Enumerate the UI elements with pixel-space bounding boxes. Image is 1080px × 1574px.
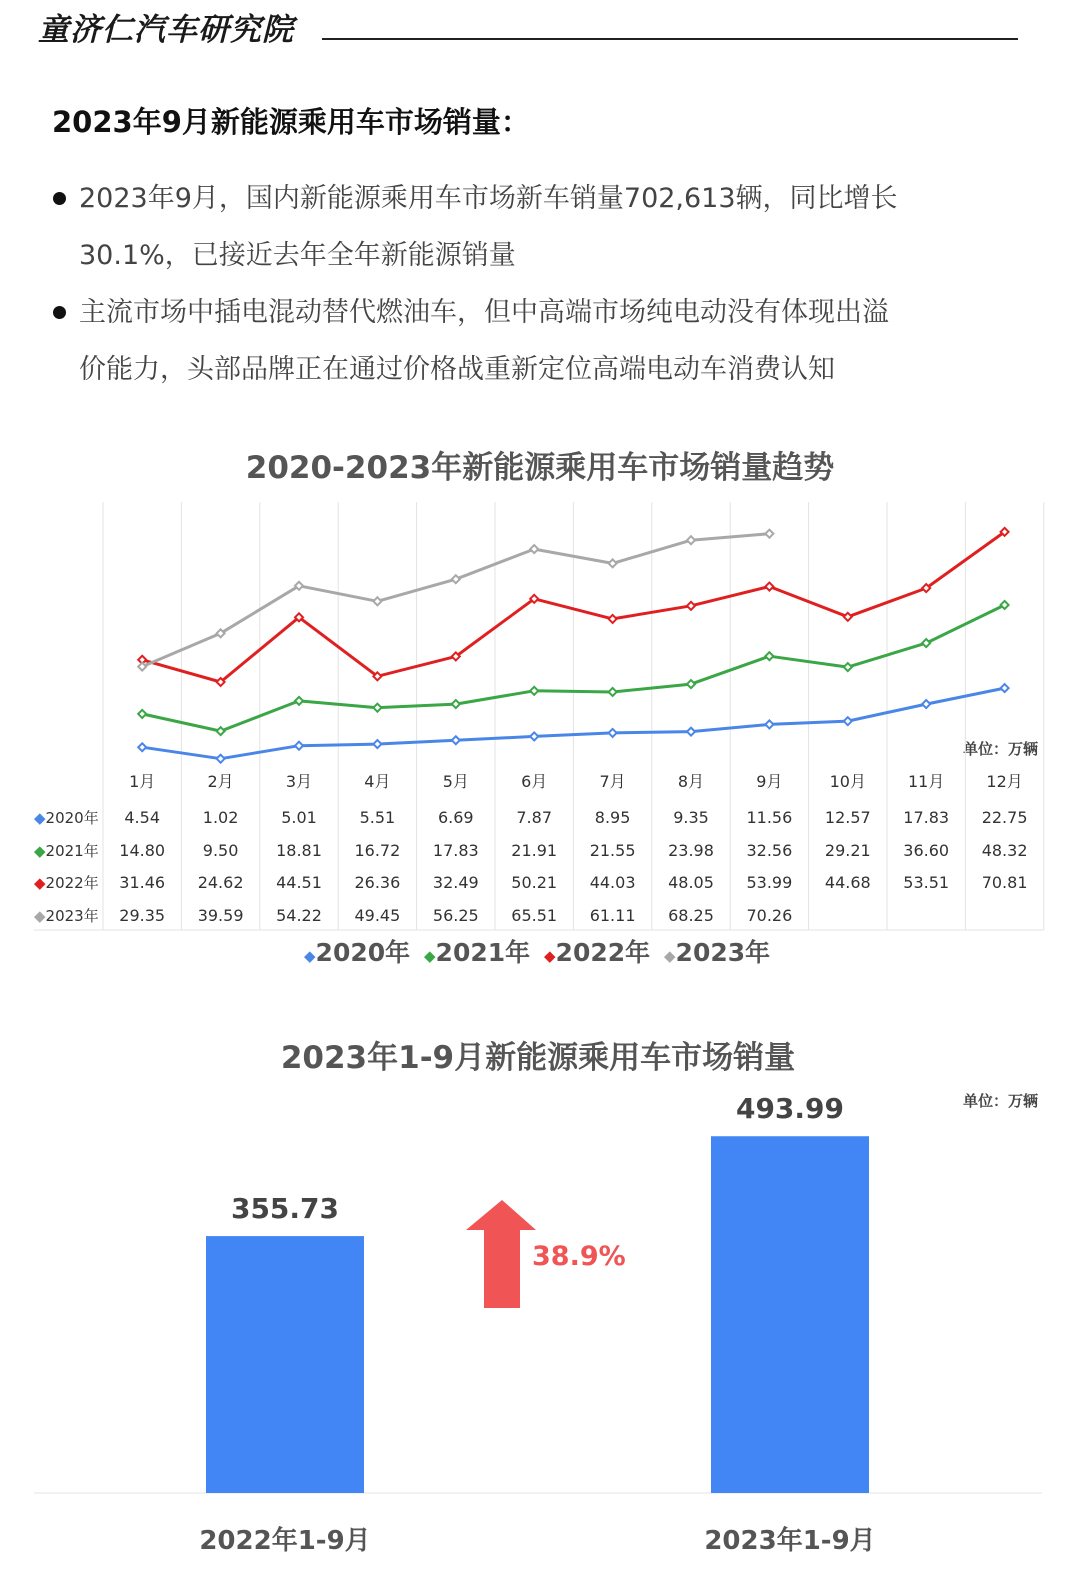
legend-item: ◆2022年 bbox=[544, 938, 651, 967]
table-cell: 29.21 bbox=[824, 841, 871, 860]
bullet-line: 2023年9月，国内新能源乘用车市场新车销量702,613辆，同比增长 bbox=[79, 183, 898, 214]
legend-item: ◆2020年 bbox=[304, 938, 411, 967]
x-tick-label: 12月 bbox=[986, 772, 1023, 791]
data-point bbox=[765, 530, 773, 538]
table-cell: 22.75 bbox=[981, 808, 1028, 827]
header-divider bbox=[322, 38, 1018, 40]
table-cell: 5.51 bbox=[359, 808, 396, 827]
data-point bbox=[609, 688, 617, 696]
data-point bbox=[844, 717, 852, 725]
brand-title: 童济仁汽车研究院 bbox=[38, 12, 294, 48]
bullet-line: 主流市场中插电混动替代燃油车，但中高端市场纯电动没有体现出溢 bbox=[79, 297, 889, 328]
table-cell: 24.62 bbox=[197, 873, 244, 892]
table-row-header: ◆2023年 bbox=[34, 907, 99, 925]
data-point bbox=[609, 729, 617, 737]
bar-value-label: 355.73 bbox=[230, 1192, 340, 1226]
data-point bbox=[687, 680, 695, 688]
data-point bbox=[765, 652, 773, 660]
data-point bbox=[217, 727, 225, 735]
trend-unit-label: 单位：万辆 bbox=[962, 740, 1038, 758]
data-point bbox=[922, 700, 930, 708]
table-cell: 12.57 bbox=[824, 808, 871, 827]
data-point bbox=[295, 742, 303, 750]
table-cell: 17.83 bbox=[432, 841, 479, 860]
bullet-line: 价能力，头部品牌正在通过价格战重新定位高端电动车消费认知 bbox=[79, 354, 835, 385]
table-cell: 29.35 bbox=[119, 906, 166, 925]
table-cell: 36.60 bbox=[903, 841, 950, 860]
table-cell: 4.54 bbox=[124, 808, 161, 827]
table-cell: 23.98 bbox=[668, 841, 714, 860]
bar-unit-label: 单位：万辆 bbox=[962, 1092, 1038, 1110]
table-cell: 48.32 bbox=[981, 841, 1028, 860]
data-point bbox=[452, 700, 460, 708]
table-cell: 18.81 bbox=[276, 841, 322, 860]
data-point bbox=[609, 559, 617, 567]
table-row-header: ◆2021年 bbox=[34, 842, 99, 860]
table-cell: 44.51 bbox=[276, 873, 322, 892]
data-point bbox=[687, 536, 695, 544]
bar bbox=[711, 1136, 869, 1493]
table-cell: 17.83 bbox=[903, 808, 950, 827]
table-cell: 70.26 bbox=[746, 906, 793, 925]
table-cell: 44.03 bbox=[589, 873, 636, 892]
table-cell: 65.51 bbox=[511, 906, 558, 925]
x-tick-label: 3月 bbox=[285, 772, 313, 791]
table-cell: 6.69 bbox=[437, 808, 474, 827]
legend-item: ◆2023年 bbox=[664, 938, 771, 967]
table-cell: 39.59 bbox=[197, 906, 244, 925]
bar-marks bbox=[34, 1092, 1042, 1556]
data-point bbox=[1001, 684, 1009, 692]
bullet-item bbox=[52, 284, 1042, 398]
data-point bbox=[687, 602, 695, 610]
table-cell: 53.51 bbox=[903, 873, 950, 892]
table-cell: 16.72 bbox=[354, 841, 401, 860]
x-tick-label: 7月 bbox=[599, 772, 626, 791]
data-point bbox=[373, 704, 381, 712]
data-point bbox=[530, 545, 538, 553]
table-cell: 70.81 bbox=[981, 873, 1028, 892]
ytd-bar-chart bbox=[0, 1030, 1080, 1574]
trend-chart-title: 2020-2023年新能源乘用车市场销量趋势 bbox=[245, 450, 835, 486]
bullet-dot-icon bbox=[53, 306, 66, 319]
table-cell: 68.25 bbox=[668, 906, 714, 925]
data-point bbox=[530, 687, 538, 695]
table-cell: 53.99 bbox=[746, 873, 793, 892]
trend-chart bbox=[0, 440, 1080, 980]
data-point bbox=[530, 732, 538, 740]
trend-legend bbox=[304, 938, 770, 967]
table-cell: 1.02 bbox=[202, 808, 239, 827]
x-tick-label: 10月 bbox=[829, 772, 866, 791]
trend-data-table bbox=[34, 772, 1028, 925]
series-line bbox=[142, 534, 769, 667]
table-row-header: ◆2020年 bbox=[34, 809, 99, 827]
x-tick-label: 5月 bbox=[442, 772, 469, 791]
table-cell: 7.87 bbox=[516, 808, 553, 827]
table-cell: 9.35 bbox=[673, 808, 709, 827]
table-cell: 49.45 bbox=[354, 906, 401, 925]
data-point bbox=[217, 755, 225, 763]
table-cell: 48.05 bbox=[668, 873, 714, 892]
bullet-dot-icon bbox=[53, 192, 66, 205]
table-cell: 9.50 bbox=[202, 841, 239, 860]
page-headline: 2023年9月新能源乘用车市场销量： bbox=[52, 105, 530, 139]
legend-item: ◆2021年 bbox=[424, 938, 531, 967]
data-point bbox=[452, 575, 460, 583]
x-tick-label: 8月 bbox=[677, 772, 705, 791]
table-cell: 50.21 bbox=[511, 873, 558, 892]
data-point bbox=[765, 720, 773, 728]
data-point bbox=[765, 583, 773, 591]
table-cell: 56.25 bbox=[432, 906, 479, 925]
table-cell: 21.55 bbox=[589, 841, 636, 860]
table-cell: 14.80 bbox=[119, 841, 166, 860]
bar bbox=[206, 1236, 364, 1493]
bullet-line: 30.1%，已接近去年全年新能源销量 bbox=[79, 240, 516, 271]
bullet-list bbox=[52, 170, 1042, 398]
bullet-item bbox=[52, 170, 1042, 284]
bar-chart-title: 2023年1-9月新能源乘用车市场销量 bbox=[280, 1040, 796, 1076]
growth-label: 38.9% bbox=[532, 1241, 626, 1272]
table-cell: 54.22 bbox=[276, 906, 322, 925]
x-tick-label: 9月 bbox=[756, 772, 783, 791]
table-cell: 32.49 bbox=[432, 873, 479, 892]
data-point bbox=[295, 697, 303, 705]
table-cell: 5.01 bbox=[281, 808, 317, 827]
table-cell: 21.91 bbox=[511, 841, 558, 860]
data-point bbox=[844, 613, 852, 621]
table-cell: 11.56 bbox=[746, 808, 793, 827]
growth-arrow-icon bbox=[466, 1200, 536, 1308]
x-tick-label: 2023年1-9月 bbox=[704, 1526, 876, 1556]
data-point bbox=[373, 597, 381, 605]
x-tick-label: 6月 bbox=[521, 772, 548, 791]
table-row-header: ◆2022年 bbox=[34, 874, 99, 892]
x-tick-label: 4月 bbox=[364, 772, 391, 791]
data-point bbox=[138, 743, 146, 751]
data-point bbox=[138, 710, 146, 718]
table-cell: 61.11 bbox=[589, 906, 636, 925]
x-tick-label: 2月 bbox=[207, 772, 234, 791]
x-tick-label: 11月 bbox=[908, 772, 945, 791]
x-tick-label: 2022年1-9月 bbox=[199, 1526, 371, 1556]
table-cell: 44.68 bbox=[824, 873, 871, 892]
data-point bbox=[687, 728, 695, 736]
data-point bbox=[452, 736, 460, 744]
data-point bbox=[373, 740, 381, 748]
table-cell: 26.36 bbox=[354, 873, 401, 892]
x-tick-label: 1月 bbox=[129, 772, 156, 791]
trend-gridlines bbox=[34, 502, 1044, 930]
data-point bbox=[844, 663, 852, 671]
bar-value-label: 493.99 bbox=[735, 1092, 845, 1126]
table-cell: 31.46 bbox=[119, 873, 166, 892]
data-point bbox=[609, 615, 617, 623]
table-cell: 8.95 bbox=[594, 808, 631, 827]
table-cell: 32.56 bbox=[746, 841, 793, 860]
